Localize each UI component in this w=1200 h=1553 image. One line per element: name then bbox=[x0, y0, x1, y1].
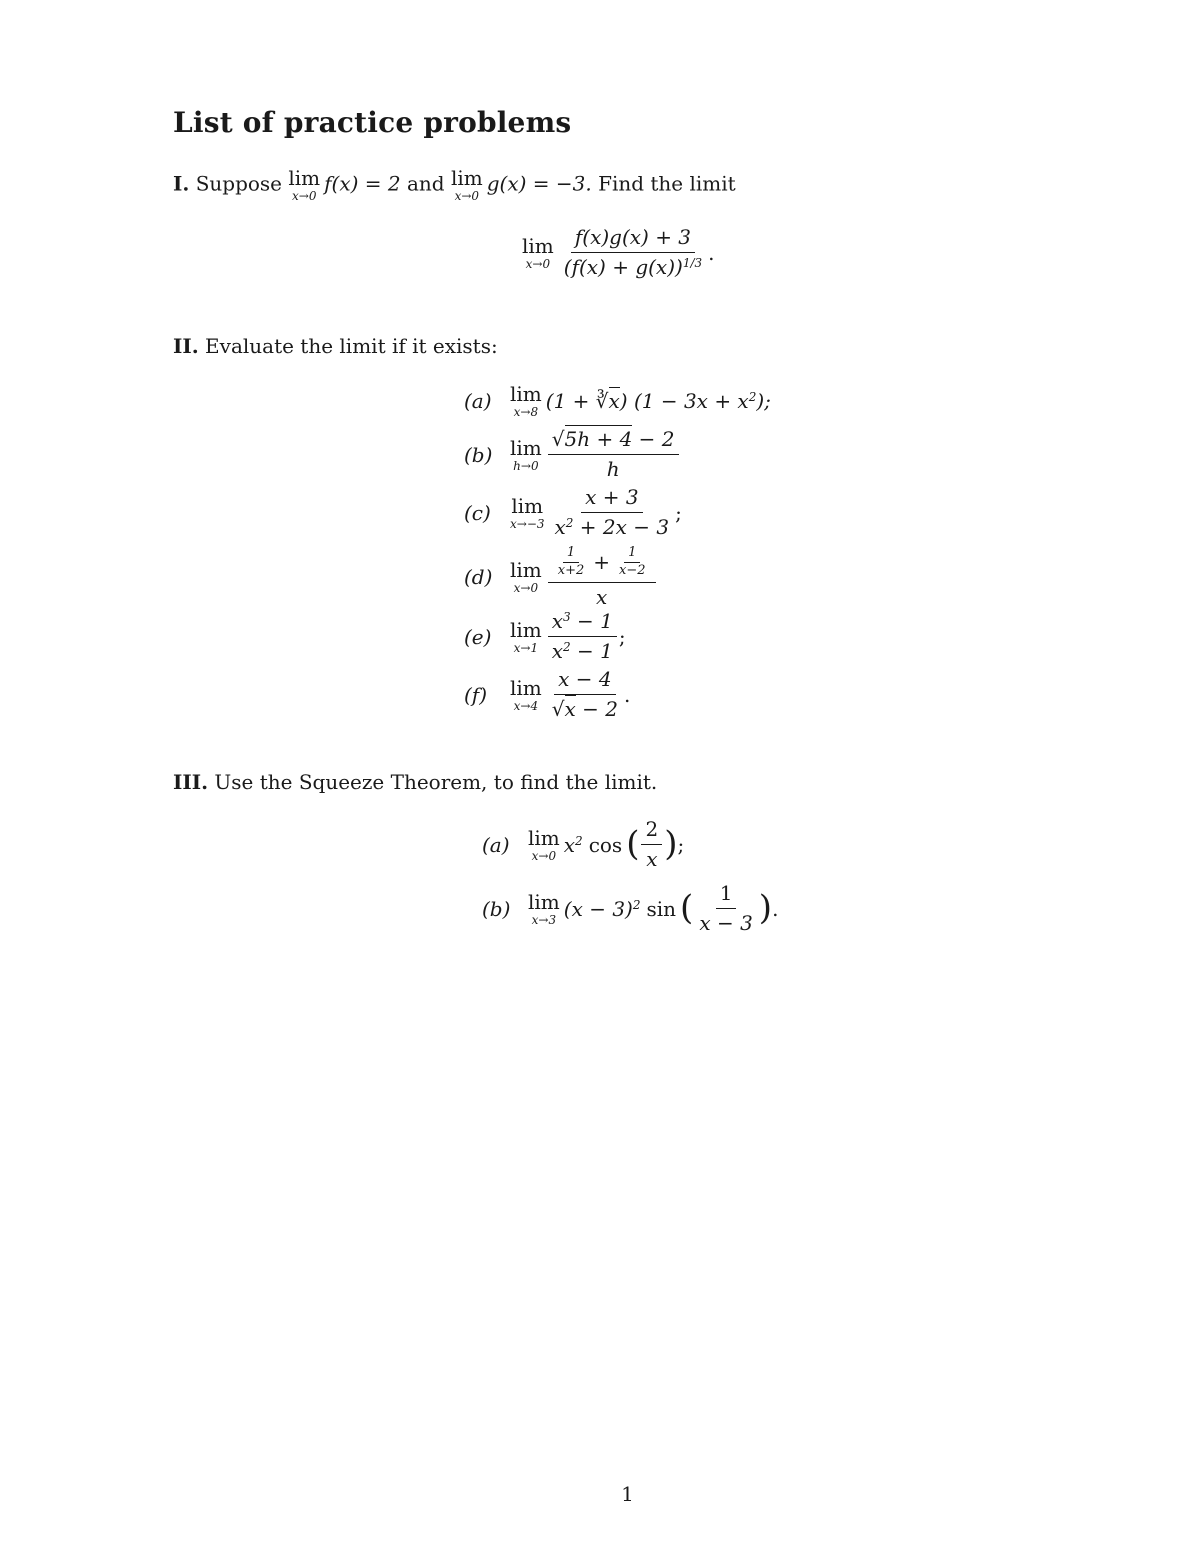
numerator: x + 3 bbox=[581, 486, 642, 513]
fraction bbox=[695, 882, 756, 935]
limit-operator: lim x→0 bbox=[528, 825, 560, 863]
fraction bbox=[551, 486, 674, 539]
limit-operator: lim x→8 bbox=[510, 382, 542, 419]
problem-2c bbox=[464, 486, 682, 539]
problem-2a bbox=[464, 384, 771, 418]
problem-1-expression bbox=[522, 226, 715, 279]
numerator: $x^3 - 1$ bbox=[548, 610, 617, 637]
problem-2f bbox=[464, 668, 630, 721]
limit-operator: lim x→0 bbox=[510, 558, 542, 596]
fraction bbox=[641, 818, 662, 871]
limit-operator: lim x→−3 bbox=[510, 493, 545, 531]
problem-3-number: III. bbox=[173, 770, 209, 794]
function-name: cos bbox=[588, 832, 623, 857]
problem-3b: (b) lim x→3 $(x - 3)^2$ sin ( $\frac{1}{x - 3}$ ) . bbox=[482, 881, 779, 935]
numerator: f(x)g(x) + 3 bbox=[571, 226, 695, 253]
problem-1-text-and: and bbox=[406, 171, 445, 196]
fraction bbox=[548, 668, 622, 721]
semicolon: ; bbox=[677, 832, 685, 857]
limit-operator: lim x→0 bbox=[450, 166, 483, 203]
part-label: (f) bbox=[464, 682, 488, 707]
denominator: x bbox=[646, 847, 658, 871]
limit-operator: lim x→4 bbox=[510, 675, 542, 713]
part-label: (b) bbox=[482, 896, 511, 921]
given-g-limit: g(x) = −3. bbox=[486, 171, 592, 196]
numerator: 1 bbox=[716, 882, 737, 909]
fraction bbox=[548, 428, 679, 481]
part-label: (d) bbox=[464, 565, 493, 590]
denominator: $x^2 - 1$ bbox=[551, 639, 613, 663]
fraction bbox=[548, 610, 617, 663]
problem-1-text-suppose: Suppose bbox=[195, 171, 283, 196]
limit-operator: lim h→0 bbox=[510, 435, 542, 473]
page-number: 1 bbox=[621, 1482, 634, 1506]
problem-2e bbox=[464, 610, 626, 663]
period: . bbox=[772, 896, 779, 921]
numerator: 2 bbox=[641, 818, 662, 845]
inner-fraction: $\frac{1}{x+2}$ bbox=[557, 545, 585, 578]
numerator: √5h + 4 − 2 bbox=[548, 428, 679, 455]
numerator: $\frac{1}{x+2}$ + $\frac{1}{x-2}$ bbox=[548, 546, 656, 583]
limit-operator: lim x→0 bbox=[288, 166, 321, 203]
denominator: $x^2 + 2x - 3$ bbox=[554, 515, 670, 539]
problem-2b bbox=[464, 428, 681, 481]
denominator: x − 3 bbox=[699, 911, 753, 935]
problem-1-text-find: Find the limit bbox=[598, 171, 736, 196]
problem-3a: (a) lim x→0 $x^2$ cos ( $\frac{2}{x}$ ) ; bbox=[482, 817, 685, 871]
part-label: (c) bbox=[464, 500, 491, 525]
part-label: (b) bbox=[464, 442, 493, 467]
denominator: √x − 2 bbox=[551, 697, 618, 721]
problem-3-statement bbox=[173, 770, 657, 794]
part-label: (a) bbox=[464, 389, 492, 413]
function-name: sin bbox=[646, 896, 677, 921]
expression-prefix: $x^2$ bbox=[563, 832, 583, 857]
limit-operator: lim x→3 bbox=[528, 889, 560, 927]
numerator: x − 4 bbox=[554, 668, 615, 695]
limit-operator: lim x→0 bbox=[522, 233, 554, 271]
problem-3-text: Use the Squeeze Theorem, to find the limit. bbox=[214, 770, 658, 794]
period: . bbox=[708, 240, 715, 265]
problem-1-number: I. bbox=[173, 171, 190, 196]
denominator: h bbox=[606, 457, 620, 481]
fraction bbox=[548, 546, 656, 609]
problem-2-statement bbox=[173, 334, 498, 358]
part-label: (a) bbox=[482, 832, 510, 857]
problem-2-text: Evaluate the limit if it exists: bbox=[205, 334, 498, 358]
problem-2-number: II. bbox=[173, 334, 199, 358]
denominator: x bbox=[596, 584, 608, 609]
denominator: $(f(x) + g(x))^{1/3}$ bbox=[563, 255, 703, 279]
given-f-limit: f(x) = 2 bbox=[324, 171, 401, 196]
semicolon: ; bbox=[675, 500, 682, 525]
period: . bbox=[624, 682, 631, 707]
semicolon: ; bbox=[618, 624, 626, 649]
inner-fraction: $\frac{1}{x-2}$ bbox=[619, 545, 646, 578]
expression: (1 + ∛x) $(1 - 3x + x^2)$; bbox=[545, 389, 771, 413]
page-title: List of practice problems bbox=[173, 106, 572, 139]
part-label: (e) bbox=[464, 624, 492, 649]
problem-2d bbox=[464, 546, 658, 609]
expression-prefix: $(x - 3)^2$ bbox=[563, 896, 641, 921]
problem-1-statement bbox=[173, 168, 736, 202]
fraction bbox=[560, 226, 706, 279]
limit-operator: lim x→1 bbox=[510, 617, 542, 655]
